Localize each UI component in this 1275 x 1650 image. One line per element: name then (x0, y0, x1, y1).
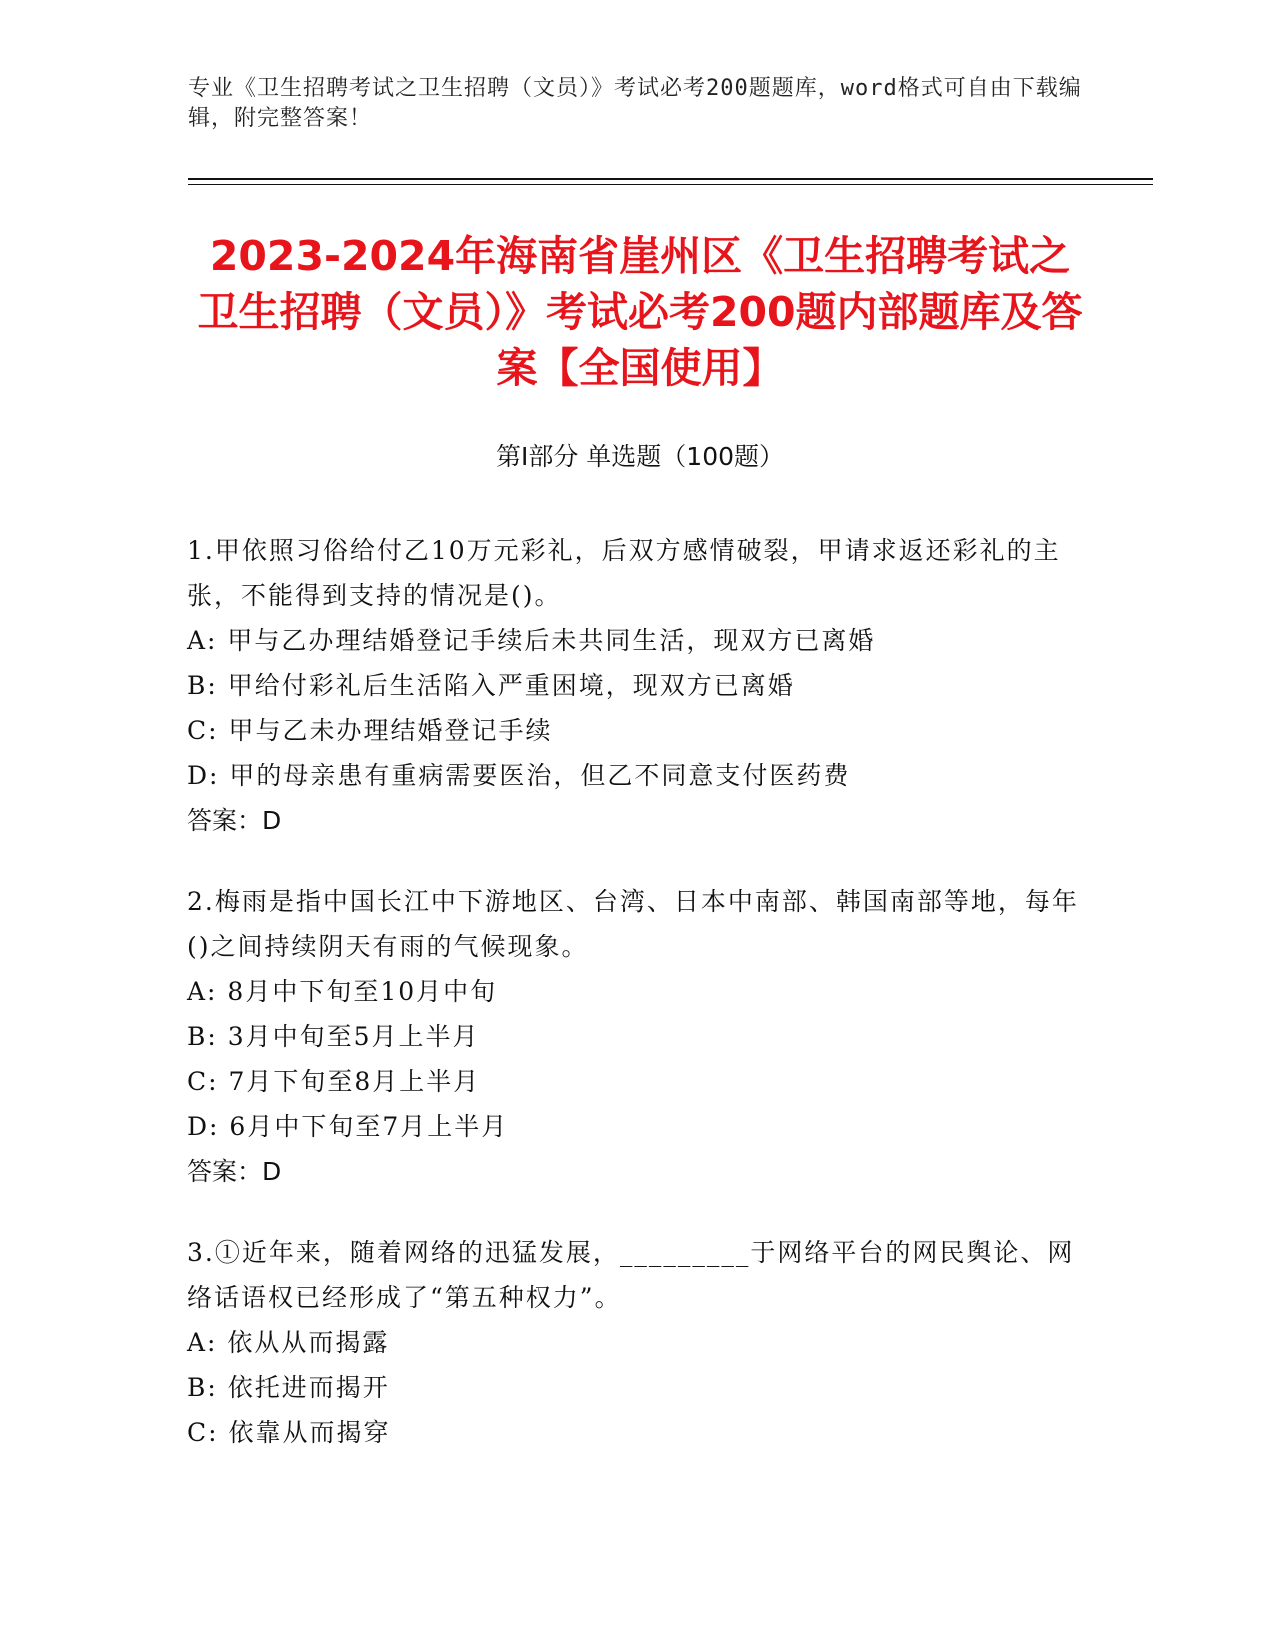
option-b: B: 甲给付彩礼后生活陷入严重困境，现双方已离婚 (187, 671, 795, 700)
option-d: D: 6月中下旬至7月上半月 (187, 1112, 509, 1141)
question-2 (187, 879, 1087, 1194)
question-stem: 2.梅雨是指中国长江中下游地区、台湾、日本中南部、韩国南部等地，每年()之间持续阴天有雨的气候现象。 (187, 887, 1079, 961)
option-c: C: 甲与乙未办理结婚登记手续 (187, 716, 553, 745)
question-stem: 1.甲依照习俗给付乙10万元彩礼，后双方感情破裂，甲请求返还彩礼的主张，不能得到支持的情况是()。 (187, 536, 1061, 610)
section-title: 第Ⅰ部分 单选题（100题） (495, 442, 785, 471)
option-b: B: 依托进而揭开 (187, 1373, 390, 1402)
option-c: C: 依靠从而揭穿 (187, 1418, 391, 1447)
option-a: A: 依从从而揭露 (187, 1328, 390, 1357)
question-1 (187, 528, 1087, 843)
question-3 (187, 1230, 1087, 1455)
option-b: B: 3月中旬至5月上半月 (187, 1022, 480, 1051)
answer: 答案：D (187, 806, 282, 835)
header-divider-thick (188, 178, 1153, 180)
option-d: D: 甲的母亲患有重病需要医治，但乙不同意支付医药费 (187, 761, 851, 790)
option-a: A: 8月中下旬至10月中旬 (187, 977, 498, 1006)
question-list (187, 528, 1087, 1491)
option-a: A: 甲与乙办理结婚登记手续后未共同生活，现双方已离婚 (187, 626, 876, 655)
answer: 答案：D (187, 1157, 282, 1186)
header-note: 专业《卫生招聘考试之卫生招聘（文员）》考试必考200题题库，word格式可自由下载编辑，附完整答案！ (188, 76, 1082, 131)
document-title: 2023-2024年海南省崖州区《卫生招聘考试之卫生招聘（文员）》考试必考200题内部题库及答案【全国使用】 (197, 232, 1083, 392)
question-stem: 3.①近年来，随着网络的迅猛发展，_________于网络平台的网民舆论、网络话语权已经形成了“第五种权力”。 (187, 1238, 1075, 1312)
option-c: C: 7月下旬至8月上半月 (187, 1067, 481, 1096)
header-divider-thin (188, 184, 1153, 185)
